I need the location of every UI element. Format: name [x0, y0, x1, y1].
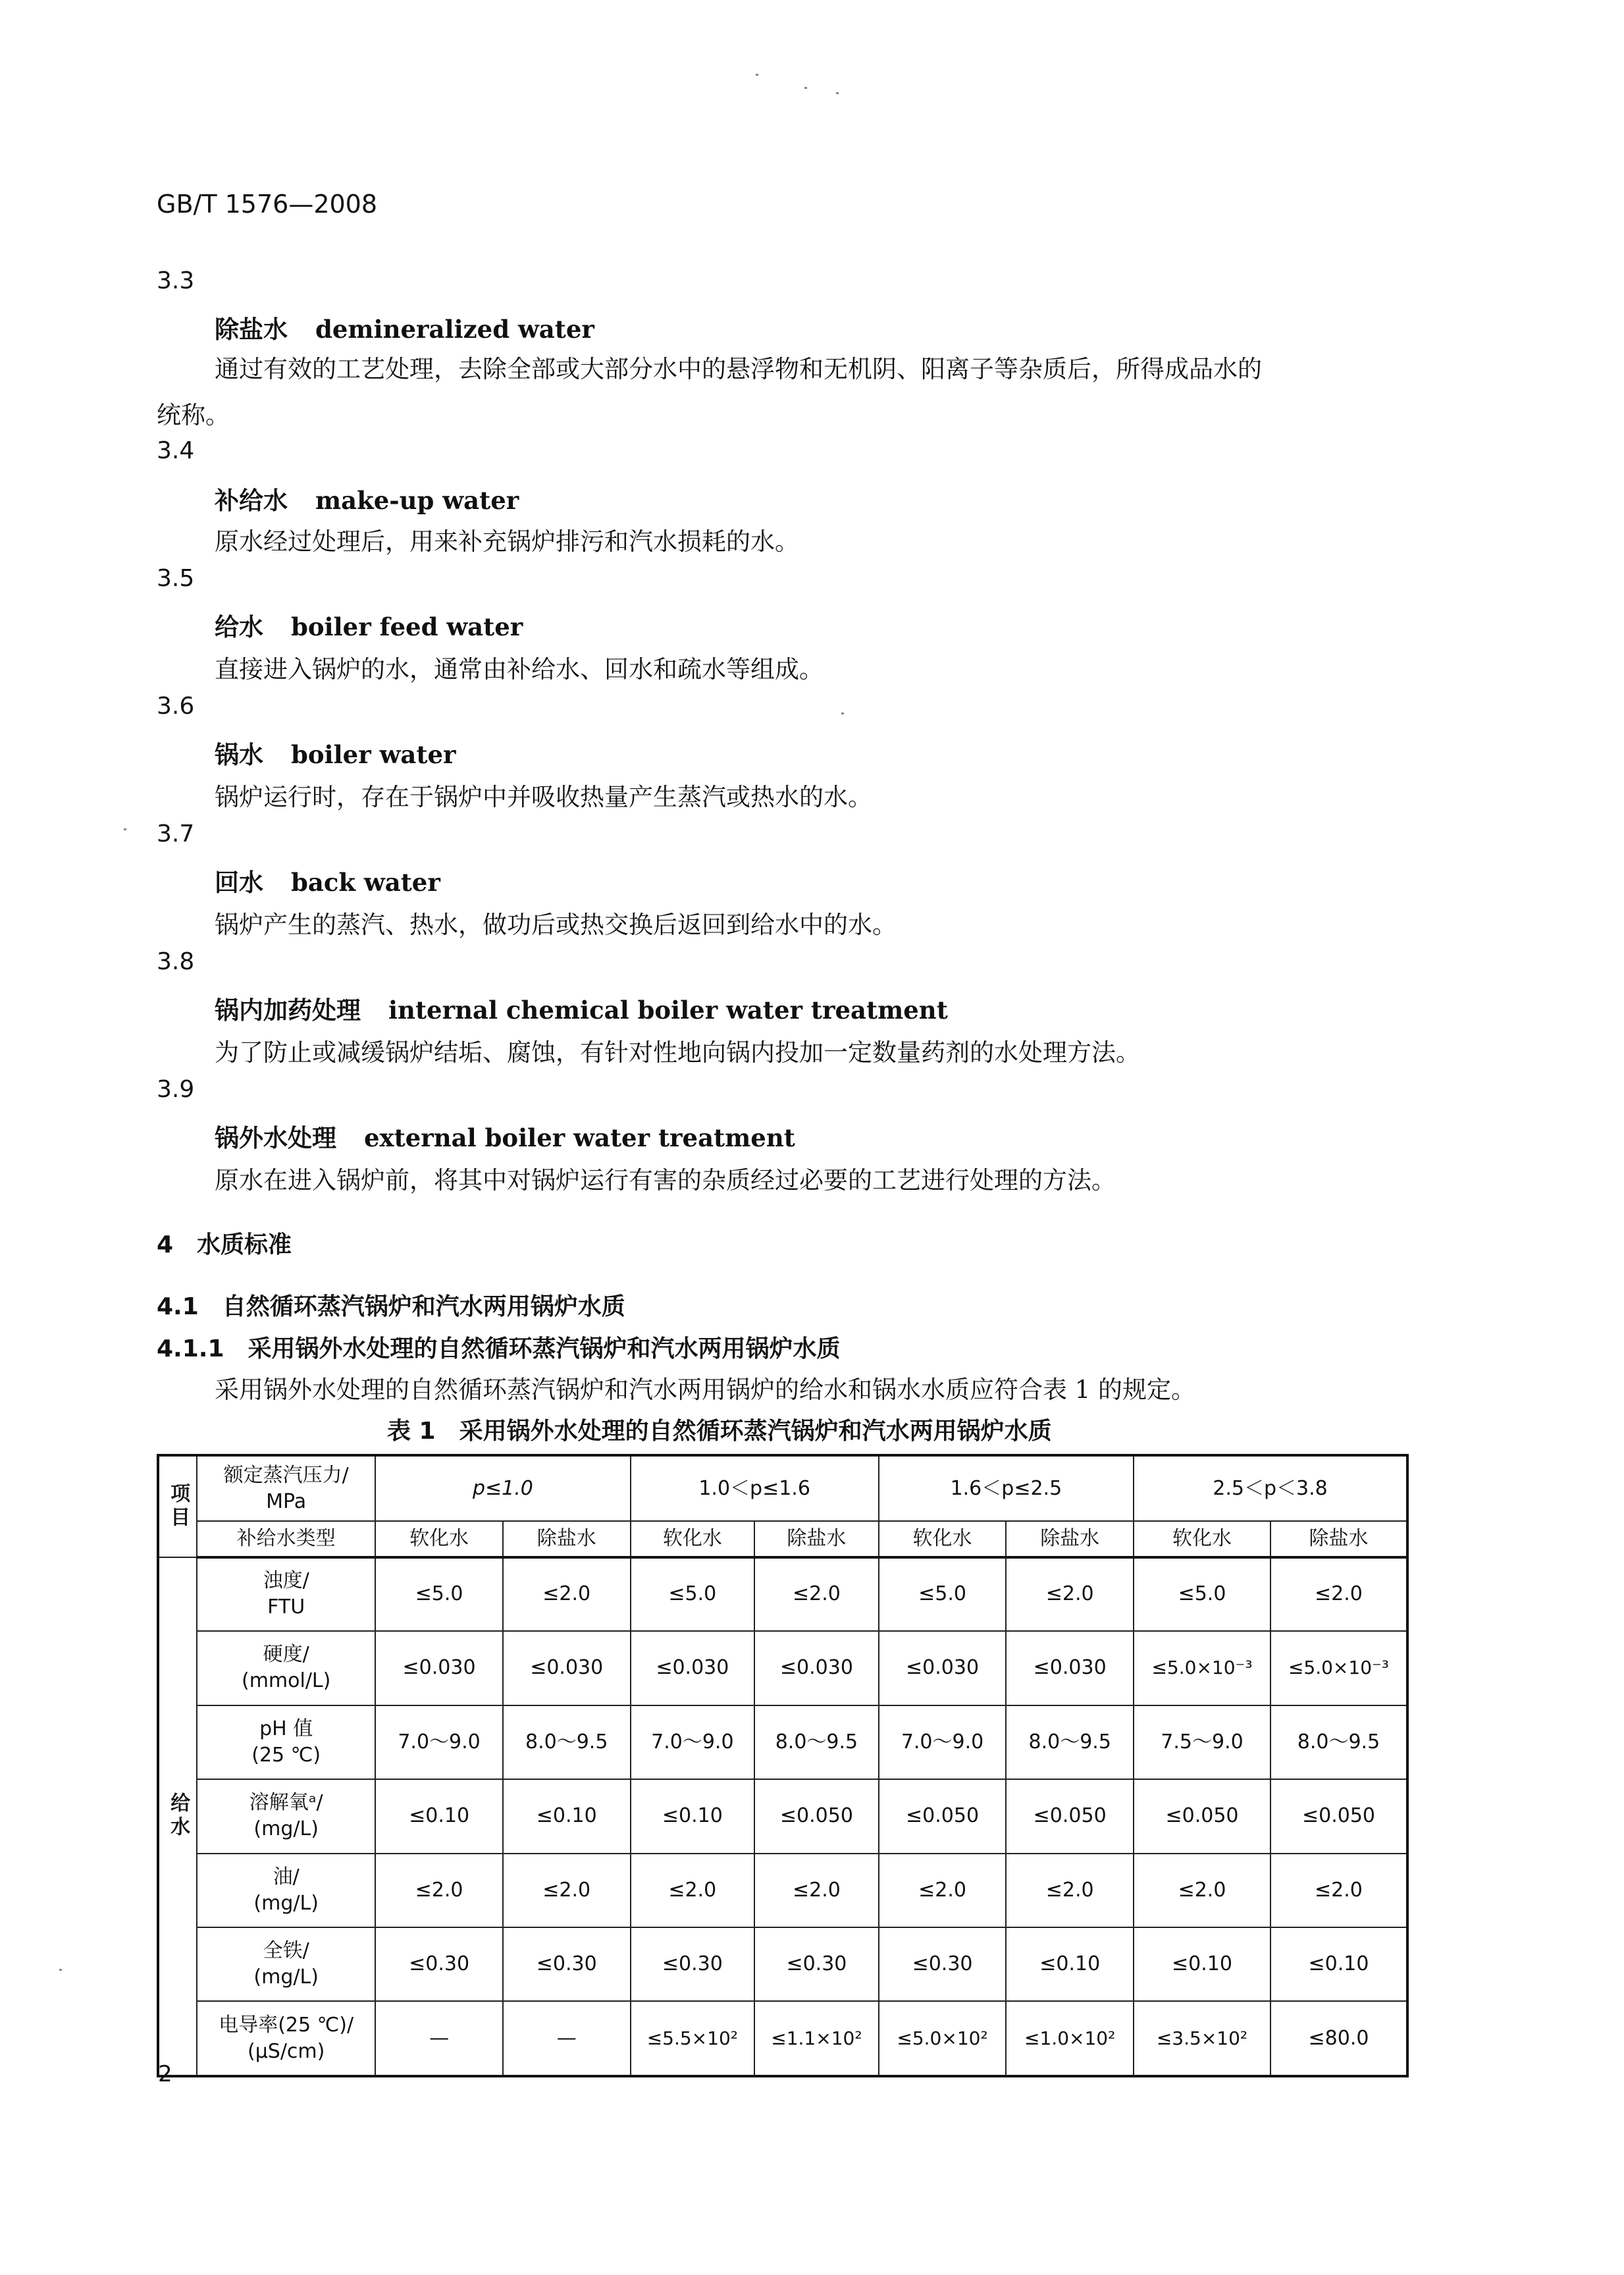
parameter-cell — [197, 1854, 375, 1927]
parameter-name: pH 值 — [259, 1717, 313, 1740]
term-definition: 直接进入锅炉的水，通常由补给水、回水和疏水等组成。 — [215, 655, 824, 683]
term-zh: 回水 — [215, 869, 263, 897]
parameter-name: 油/ — [273, 1865, 300, 1888]
value-cell: ≤5.0 — [631, 1557, 755, 1631]
makeup-type: 除盐水 — [754, 1521, 879, 1557]
value-cell: ≤2.0 — [1006, 1557, 1134, 1631]
parameter-name: 硬度/ — [263, 1643, 309, 1667]
value-cell: ≤0.030 — [879, 1631, 1007, 1705]
subsection-heading: 4.1 自然循环蒸汽锅炉和汽水两用锅炉水质 — [157, 1293, 625, 1320]
pressure-label-line1: 额定蒸汽压力/ — [223, 1463, 349, 1487]
value-cell: ≤5.0×10⁻³ — [1134, 1631, 1270, 1705]
pressure-range: 1.6＜p≤2.5 — [879, 1455, 1134, 1521]
table-row — [158, 1705, 1407, 1779]
term-number: 3.8 — [157, 948, 195, 975]
term-number: 3.4 — [157, 437, 195, 464]
term-en: external boiler water treatment — [364, 1123, 795, 1152]
value-cell: ≤0.030 — [1006, 1631, 1134, 1705]
value-cell: ≤5.0 — [1134, 1557, 1270, 1631]
parameter-unit: (25 ℃) — [251, 1743, 321, 1767]
section-heading: 4 水质标准 — [157, 1231, 292, 1258]
value-cell: ≤0.30 — [375, 1927, 503, 2001]
pressure-header — [197, 1455, 375, 1521]
scan-speck — [756, 74, 758, 76]
value-cell: 7.0～9.0 — [631, 1705, 755, 1779]
value-cell: 8.0～9.5 — [503, 1705, 631, 1779]
makeup-type: 除盐水 — [503, 1521, 631, 1557]
term-number: 3.3 — [157, 267, 195, 294]
value-cell: 7.5～9.0 — [1134, 1705, 1270, 1779]
parameter-unit: (mmol/L) — [241, 1669, 331, 1693]
value-cell: ≤0.030 — [631, 1631, 755, 1705]
value-cell: 8.0～9.5 — [754, 1705, 879, 1779]
parameter-cell — [197, 2001, 375, 2076]
value-cell: ≤2.0 — [879, 1854, 1007, 1927]
value-cell: ≤2.0 — [754, 1557, 879, 1631]
term-title — [215, 990, 948, 1026]
term-definition: 为了防止或减缓锅炉结垢、腐蚀，有针对性地向锅内投加一定数量药剂的水处理方法。 — [215, 1038, 1140, 1067]
value-cell: ≤5.0 — [375, 1557, 503, 1631]
header-row-makeup — [158, 1521, 1407, 1557]
pressure-range: 2.5＜p＜3.8 — [1134, 1455, 1407, 1521]
value-cell: 7.0～9.0 — [375, 1705, 503, 1779]
term-zh: 锅外水处理 — [215, 1124, 336, 1152]
value-cell: ≤0.10 — [631, 1779, 755, 1853]
makeup-type: 除盐水 — [1270, 1521, 1407, 1557]
term-number: 3.6 — [157, 693, 195, 720]
value-cell: ≤2.0 — [1134, 1854, 1270, 1927]
value-cell: ≤2.0 — [503, 1557, 631, 1631]
water-quality-table — [157, 1454, 1409, 2077]
term-zh: 锅内加药处理 — [215, 996, 361, 1025]
parameter-cell — [197, 1557, 375, 1631]
value-cell: — — [375, 2001, 503, 2076]
scan-speck — [804, 87, 807, 89]
page-number: 2 — [158, 2061, 172, 2087]
term-zh: 除盐水 — [215, 315, 288, 344]
value-cell: ≤0.30 — [879, 1927, 1007, 2001]
value-cell: ≤0.050 — [1134, 1779, 1270, 1853]
term-definition: 原水在进入锅炉前，将其中对锅炉运行有害的杂质经过必要的工艺进行处理的方法。 — [215, 1166, 1116, 1194]
value-cell: ≤2.0 — [1270, 1854, 1407, 1927]
value-cell: 8.0～9.5 — [1270, 1705, 1407, 1779]
value-cell: ≤2.0 — [1270, 1557, 1407, 1631]
value-cell: ≤0.050 — [754, 1779, 879, 1853]
makeup-type: 软化水 — [375, 1521, 503, 1557]
standard-id: GB/T 1576—2008 — [157, 190, 378, 219]
value-cell: ≤5.5×10² — [631, 2001, 755, 2076]
pressure-label-line2: MPa — [266, 1489, 307, 1513]
term-title — [215, 1118, 795, 1154]
value-cell: — — [503, 2001, 631, 2076]
value-cell: ≤0.30 — [754, 1927, 879, 2001]
term-title — [215, 863, 440, 898]
scan-speck — [836, 92, 839, 94]
parameter-name: 全铁/ — [263, 1939, 309, 1963]
parameter-unit: FTU — [267, 1595, 305, 1619]
term-en: make-up water — [315, 486, 519, 515]
term-definition: 锅炉运行时，存在于锅炉中并吸收热量产生蒸汽或热水的水。 — [215, 783, 872, 811]
term-en: demineralized water — [315, 315, 594, 344]
value-cell: ≤1.0×10² — [1006, 2001, 1134, 2076]
term-definition: 原水经过处理后，用来补充锅炉排污和汽水损耗的水。 — [215, 527, 799, 556]
value-cell: ≤0.30 — [503, 1927, 631, 2001]
table-row — [158, 1631, 1407, 1705]
parameter-name: 溶解氧ᵃ/ — [249, 1791, 323, 1815]
term-zh: 锅水 — [215, 741, 263, 769]
pressure-range: p≤1.0 — [375, 1455, 630, 1521]
term-title — [215, 481, 519, 516]
value-cell: ≤2.0 — [754, 1854, 879, 1927]
parameter-cell — [197, 1631, 375, 1705]
term-en: boiler feed water — [291, 612, 523, 641]
section-paragraph: 采用锅外水处理的自然循环蒸汽锅炉和汽水两用锅炉的给水和锅水水质应符合表 1 的规定。 — [215, 1376, 1196, 1404]
value-cell: ≤0.10 — [375, 1779, 503, 1853]
scan-speck — [59, 1969, 62, 1971]
table-row — [158, 1557, 1407, 1631]
value-cell: ≤2.0 — [631, 1854, 755, 1927]
parameter-unit: (mg/L) — [253, 1891, 319, 1915]
value-cell: ≤1.1×10² — [754, 2001, 879, 2076]
value-cell: ≤5.0 — [879, 1557, 1007, 1631]
value-cell: ≤2.0 — [503, 1854, 631, 1927]
term-title — [215, 309, 594, 345]
value-cell: ≤0.10 — [1270, 1927, 1407, 2001]
value-cell: ≤0.050 — [879, 1779, 1007, 1853]
value-cell: ≤0.10 — [503, 1779, 631, 1853]
value-cell: ≤2.0 — [375, 1854, 503, 1927]
parameter-name: 浊度/ — [263, 1569, 309, 1593]
table-caption: 表 1 采用锅外水处理的自然循环蒸汽锅炉和汽水两用锅炉水质 — [387, 1418, 1052, 1445]
value-cell: ≤0.050 — [1270, 1779, 1407, 1853]
value-cell: 7.0～9.0 — [879, 1705, 1007, 1779]
table-row — [158, 1779, 1407, 1853]
makeup-type: 软化水 — [879, 1521, 1007, 1557]
scan-speck — [124, 828, 126, 830]
term-definition: 锅炉产生的蒸汽、热水，做功后或热交换后返回到给水中的水。 — [215, 911, 897, 939]
value-cell: ≤0.30 — [631, 1927, 755, 2001]
term-en: back water — [291, 868, 440, 897]
parameter-cell — [197, 1705, 375, 1779]
term-number: 3.7 — [157, 820, 195, 847]
term-title — [215, 607, 523, 643]
group-label-feed-water: 给水 — [158, 1557, 197, 2076]
value-cell: 8.0～9.5 — [1006, 1705, 1134, 1779]
value-cell: ≤5.0×10² — [879, 2001, 1007, 2076]
parameter-unit: (mg/L) — [253, 1966, 319, 1989]
parameter-name: 电导率(25 ℃)/ — [219, 2013, 354, 2037]
term-number: 3.5 — [157, 565, 195, 592]
value-cell: ≤0.10 — [1134, 1927, 1270, 2001]
makeup-type: 除盐水 — [1006, 1521, 1134, 1557]
table-row — [158, 2001, 1407, 2076]
value-cell: ≤3.5×10² — [1134, 2001, 1270, 2076]
term-number: 3.9 — [157, 1076, 195, 1103]
parameter-cell — [197, 1779, 375, 1853]
value-cell: ≤2.0 — [1006, 1854, 1134, 1927]
pressure-range: 1.0＜p≤1.6 — [631, 1455, 879, 1521]
header-row-pressure — [158, 1455, 1407, 1521]
term-title — [215, 735, 456, 770]
makeup-type: 软化水 — [1134, 1521, 1270, 1557]
item-header: 项目 — [158, 1455, 197, 1557]
term-en: internal chemical boiler water treatment — [388, 996, 948, 1025]
value-cell: ≤0.050 — [1006, 1779, 1134, 1853]
term-en: boiler water — [291, 740, 456, 769]
makeup-type: 软化水 — [631, 1521, 755, 1557]
value-cell: ≤0.030 — [375, 1631, 503, 1705]
term-zh: 给水 — [215, 613, 263, 641]
value-cell: ≤0.030 — [503, 1631, 631, 1705]
term-zh: 补给水 — [215, 487, 288, 515]
value-cell: ≤0.030 — [754, 1631, 879, 1705]
value-cell: ≤0.10 — [1006, 1927, 1134, 2001]
table-row — [158, 1854, 1407, 1927]
table-row — [158, 1927, 1407, 2001]
term-definition: 通过有效的工艺处理，去除全部或大部分水中的悬浮物和无机阴、阳离子等杂质后，所得成品水的 — [215, 355, 1262, 383]
scan-speck — [841, 712, 844, 714]
value-cell: ≤80.0 — [1270, 2001, 1407, 2076]
term-definition-cont: 统称。 — [157, 401, 230, 429]
parameter-unit: (μS/cm) — [247, 2039, 325, 2063]
makeup-type-header: 补给水类型 — [197, 1521, 375, 1557]
value-cell: ≤5.0×10⁻³ — [1270, 1631, 1407, 1705]
parameter-unit: (mg/L) — [253, 1817, 319, 1841]
subsubsection-heading: 4.1.1 采用锅外水处理的自然循环蒸汽锅炉和汽水两用锅炉水质 — [157, 1335, 841, 1362]
parameter-cell — [197, 1927, 375, 2001]
